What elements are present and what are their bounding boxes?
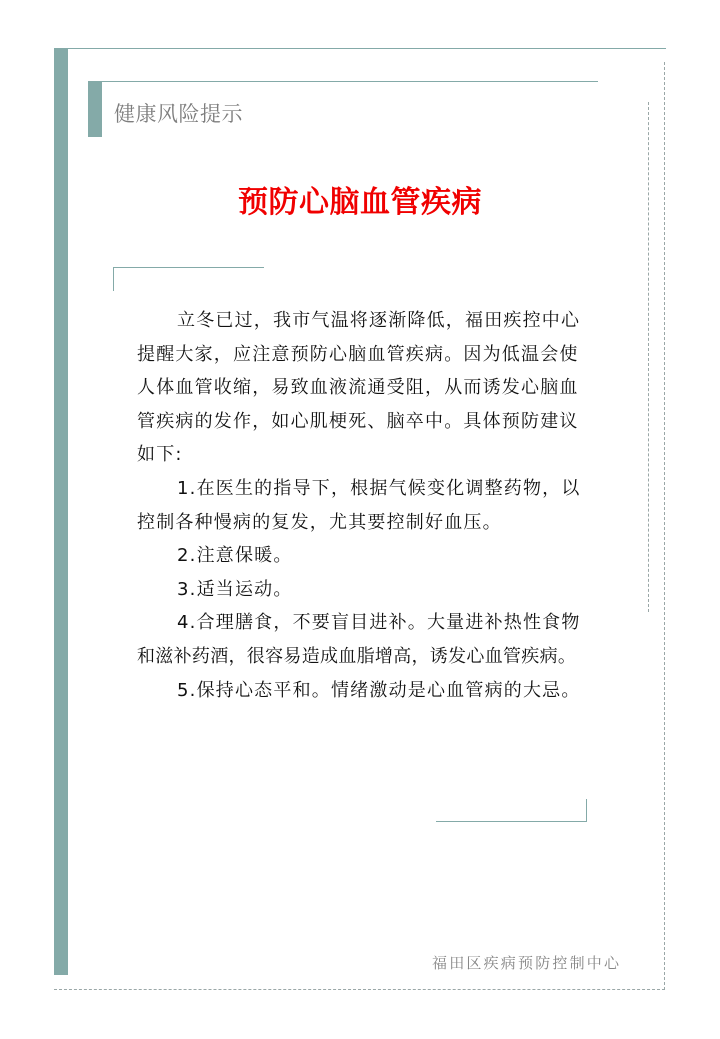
tip-line: 控制各种慢病的复发，尤其要控制好血压。: [137, 511, 502, 533]
tip-line: 3.适当运动。: [177, 578, 293, 600]
tip-line: 5.保持心态平和。情绪激动是心血管病的大忌。: [177, 679, 581, 701]
section-label: 健康风险提示: [114, 102, 243, 126]
top-border-line: [54, 48, 666, 49]
body-line: 立冬已过，我市气温将逐渐降低，福田疾控中心: [177, 310, 581, 331]
tip-line: 和滋补药酒，很容易造成血脂增高，诱发心血管疾病。: [137, 645, 577, 667]
corner-bracket-bottom-right: [436, 799, 587, 822]
tip-line: 1.在医生的指导下，根据气候变化调整药物，以: [177, 477, 581, 499]
body-line: 如下:: [137, 444, 183, 466]
tip-line: 2.注意保暖。: [177, 545, 293, 567]
body-line: 人体血管收缩，易致血液流通受阻，从而诱发心脑血: [137, 377, 579, 399]
page-title: 预防心脑血管疾病: [238, 185, 482, 220]
footer-organization: 福田区疾病预防控制中心: [432, 954, 622, 972]
tip-line: 4.合理膳食，不要盲目进补。大量进补热性食物: [177, 612, 581, 634]
body-line: 管疾病的发作，如心肌梗死、脑卒中。具体预防建议: [137, 410, 579, 432]
header-accent-bar: [88, 81, 102, 137]
bottom-dashed-border: [54, 989, 665, 990]
header-top-line: [88, 81, 598, 82]
corner-bracket-top-left: [113, 267, 264, 291]
article-body: [137, 304, 587, 707]
body-line: 提醒大家，应注意预防心脑血管疾病。因为低温会使: [137, 343, 579, 365]
